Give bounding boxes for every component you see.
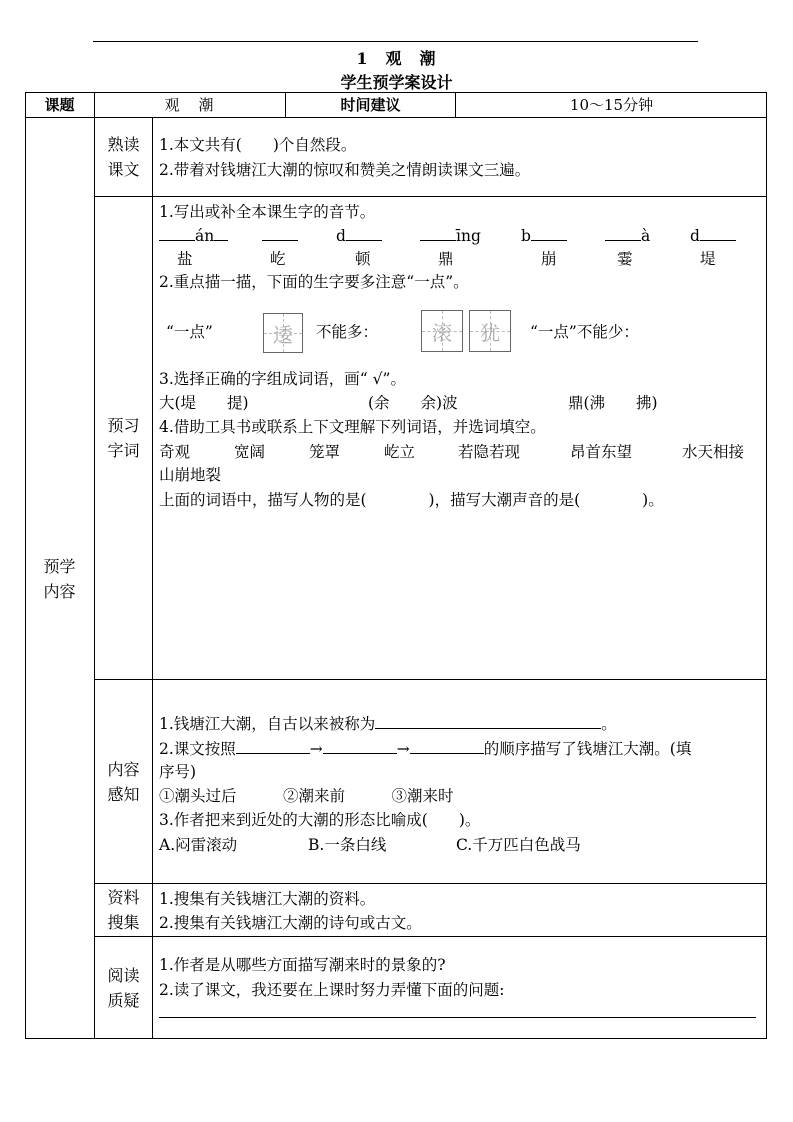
neirong-options: ①潮头过后 ②潮来前 ③潮来时 [159, 787, 454, 805]
word-8: 山崩地裂 [159, 466, 222, 484]
time-value: 10～15分钟 [569, 96, 654, 114]
row-rule [95, 883, 767, 884]
yuxi-fill: 上面的词语中，描写人物的是( )，描写大潮声音的是( )。 [159, 491, 664, 509]
dot-no-more: 不能多： [316, 323, 379, 341]
answer-blank[interactable] [410, 737, 484, 754]
row-rule [95, 679, 767, 680]
char-3: 顿 [355, 250, 371, 268]
choice-b[interactable]: B.一条白线 [308, 836, 387, 854]
word-7: 水天相接 [682, 443, 745, 461]
yuxi-q2: 2.重点描一描，下面的生字要多注意“一点”。 [159, 273, 469, 291]
dot-label: “一点” [166, 323, 213, 341]
section-label-line: 课文 [107, 160, 140, 179]
char-2: 屹 [270, 250, 286, 268]
preview-content-label-1: 预学 [43, 556, 76, 576]
page-title: 1 观 潮 [356, 49, 437, 68]
word-3: 笼罩 [309, 443, 341, 461]
pinyin-blank-2[interactable] [262, 224, 298, 245]
char-1: 盐 [177, 250, 193, 268]
word-4: 屹立 [384, 443, 416, 461]
tracing-box[interactable] [263, 313, 303, 353]
section-label-line: 熟读 [107, 135, 140, 154]
choice-group-3[interactable]: 鼎(沸 拂) [568, 394, 658, 412]
answer-blank[interactable] [375, 712, 601, 729]
row-rule [95, 936, 767, 937]
section-label-line: 感知 [107, 784, 140, 804]
choice-group-1[interactable]: 大(堤 提) [159, 394, 249, 412]
section-label-shudu [95, 118, 152, 196]
yuxi-q3: 3.选择正确的字组成词语，画“ √”。 [159, 370, 406, 388]
section-label-ziliao [95, 884, 152, 936]
section-label-yuedu [95, 937, 152, 1039]
section-label-line: 内容 [107, 759, 140, 779]
word-2: 宽阔 [234, 443, 266, 461]
ziliao-1: 1.搜集有关钱塘江大潮的资料。 [159, 890, 376, 908]
tracing-box[interactable] [469, 310, 511, 352]
pinyin-blank-4[interactable]: īng [420, 224, 481, 245]
ziliao-2: 2.搜集有关钱塘江大潮的诗句或古文。 [159, 914, 422, 932]
answer-blank[interactable] [323, 737, 397, 754]
dot-no-less: “一点”不能少： [530, 323, 639, 341]
choice-a[interactable]: A.闷雷滚动 [159, 836, 238, 854]
char-6: 霎 [617, 250, 633, 268]
section-label-line: 预习 [107, 416, 140, 435]
char-7: 堤 [700, 250, 716, 268]
yuxi-q1: 1.写出或补全本课生字的音节。 [159, 203, 376, 221]
word-1: 奇观 [159, 443, 191, 461]
char-4: 鼎 [438, 250, 454, 268]
shudu-q1: 1.本文共有( )个自然段。 [159, 136, 357, 154]
char-5: 崩 [541, 250, 557, 268]
row-rule [95, 196, 767, 197]
header-rule [93, 41, 698, 42]
word-6: 昂首东望 [570, 443, 633, 461]
neirong-q1: 1.钱塘江大潮，自古以来被称为 。 [159, 712, 617, 734]
answer-blank[interactable] [236, 737, 310, 754]
section-label-line: 字词 [107, 441, 140, 460]
section-label-line: 质疑 [107, 991, 140, 1010]
neirong-q2-cont: 序号) [159, 763, 197, 781]
pinyin-blank-7[interactable]: d [690, 224, 736, 245]
tracing-box[interactable] [421, 310, 463, 352]
yuxi-q4: 4.借助工具书或联系上下文理解下列词语，并选词填空。 [159, 418, 546, 436]
pinyin-blank-1[interactable]: án [159, 224, 228, 245]
yuedu-1: 1.作者是从哪些方面描写潮来时的景象的? [159, 956, 446, 974]
preview-content-label [25, 118, 94, 1039]
trace-char: 滚 [432, 320, 452, 345]
topic-label: 课题 [44, 96, 75, 114]
pinyin-blank-6[interactable]: à [605, 224, 650, 245]
choice-group-2[interactable]: (余 余)波 [368, 394, 458, 412]
preview-content-label-2: 内容 [43, 581, 76, 601]
answer-line[interactable] [159, 1017, 756, 1018]
section-label-neirong [95, 680, 152, 883]
neirong-q2: 2.课文按照 → → 的顺序描写了钱塘江大潮。(填 [159, 737, 691, 759]
pinyin-blank-3[interactable]: d [336, 224, 382, 245]
choice-c[interactable]: C.千万匹白色战马 [456, 836, 581, 854]
page-subtitle: 学生预学案设计 [340, 73, 453, 92]
section-label-line: 搜集 [107, 913, 140, 932]
yuedu-2: 2.读了课文，我还要在上课时努力弄懂下面的问题: [159, 981, 505, 999]
section-label-line: 资料 [107, 888, 140, 907]
word-5: 若隐若现 [458, 443, 521, 461]
trace-char: 犹 [480, 320, 500, 345]
pinyin-blank-5[interactable]: b [521, 224, 567, 245]
trace-char: 逶 [273, 322, 293, 347]
neirong-q3: 3.作者把来到近处的大潮的形态比喻成( )。 [159, 811, 481, 829]
topic-value: 观 潮 [164, 96, 216, 114]
time-label: 时间建议 [340, 96, 401, 114]
shudu-q2: 2.带着对钱塘江大潮的惊叹和赞美之情朗读课文三遍。 [159, 161, 531, 179]
col-rule [152, 117, 153, 1039]
section-label-yuxi [95, 197, 152, 679]
section-label-line: 阅读 [107, 966, 140, 985]
